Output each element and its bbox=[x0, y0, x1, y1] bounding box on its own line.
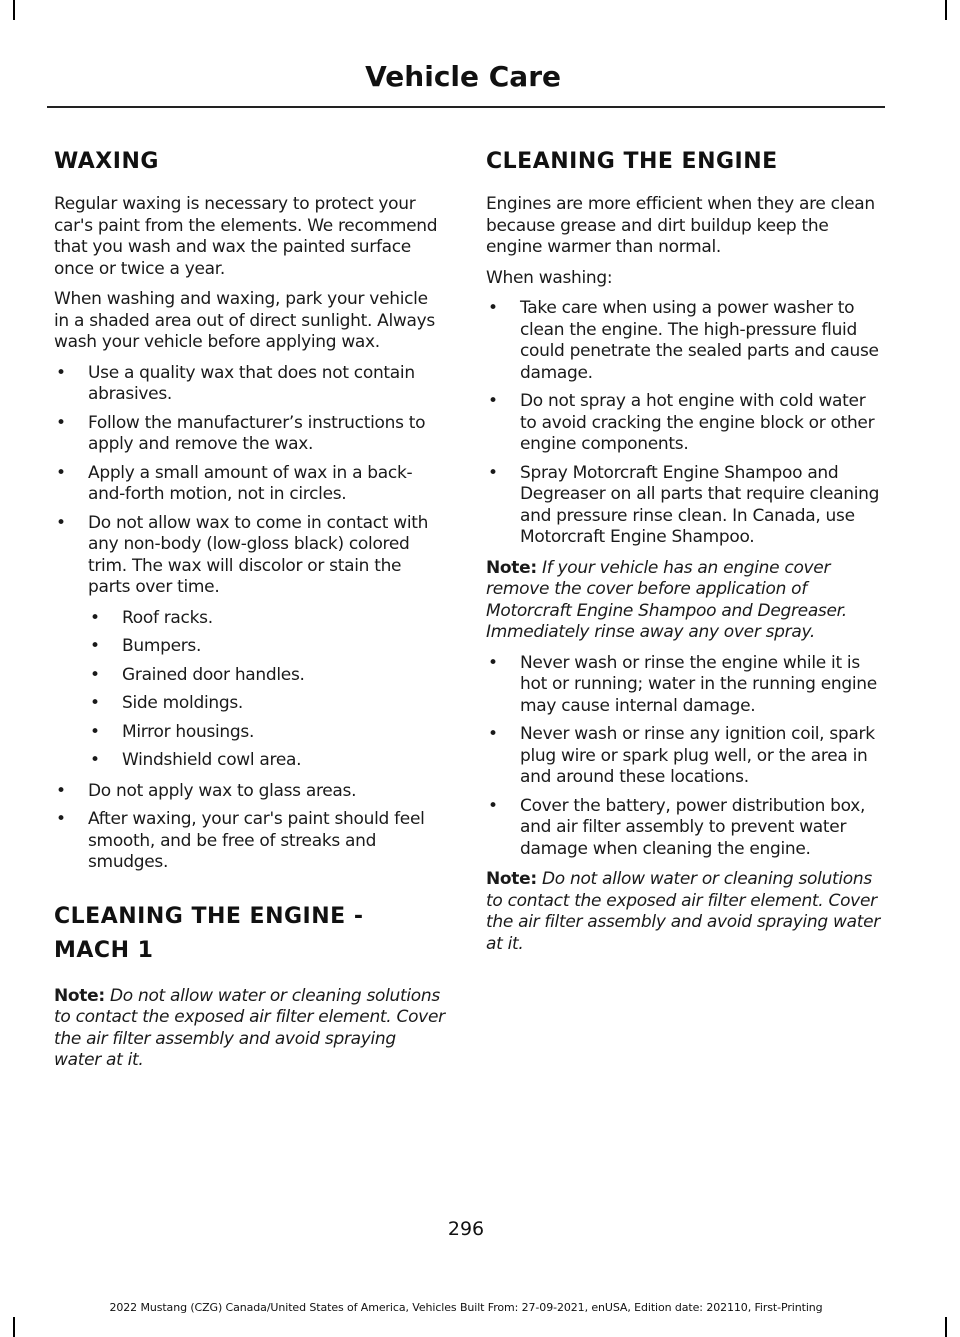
list-item-text: Apply a small amount of wax in a back-and-forth motion, not in circles. bbox=[88, 462, 413, 504]
list-item bbox=[54, 750, 447, 772]
waxing-paragraph-1: Regular waxing is necessary to protect your car's paint from the elements. We recommend that you wash and wax the painted surface once or twice a year. bbox=[54, 194, 438, 279]
list-item-text: Follow the manufacturer’s instructions to apply and remove the wax. bbox=[88, 412, 426, 454]
list-item bbox=[54, 636, 447, 658]
crop-mark-bottom-left bbox=[13, 1317, 15, 1337]
list-item-text: Roof racks. bbox=[122, 607, 213, 628]
bullet-icon: • bbox=[90, 607, 100, 628]
list-item bbox=[54, 463, 447, 506]
engine-note-1 bbox=[486, 558, 881, 644]
list-item bbox=[54, 413, 447, 456]
edition-footer: 2022 Mustang (CZG) Canada/United States of America, Vehicles Built From: 27-09-2021, enUSA, Edition date: 202110, First-Printing bbox=[109, 1301, 823, 1314]
engine-bullet-list-2 bbox=[486, 653, 881, 861]
bullet-icon: • bbox=[56, 412, 66, 433]
list-item-text: Do not allow wax to come in contact with any non-body (low-gloss black) colored trim. The wax will discolor or stain the parts over time. bbox=[88, 512, 429, 597]
bullet-icon: • bbox=[56, 362, 66, 383]
list-item bbox=[486, 796, 881, 861]
note-text: Do not allow water or cleaning solutions to contact the exposed air filter element. Cover the air filter assembly and avoid spraying water at it. bbox=[486, 869, 880, 954]
note-text: If your vehicle has an engine cover remove the cover before application of Motorcraft Engine Shampoo and Degreaser. Immediately rinse away any over spray. bbox=[486, 557, 847, 642]
list-item bbox=[54, 513, 447, 599]
list-item bbox=[54, 363, 447, 406]
bullet-icon: • bbox=[488, 462, 498, 483]
bullet-icon: • bbox=[488, 652, 498, 673]
bullet-icon: • bbox=[488, 391, 498, 411]
list-item-text: Take care when using a power washer to clean the engine. The high-pressure fluid could penetrate the sealed parts and cause damage. bbox=[520, 298, 879, 383]
list-item bbox=[54, 809, 447, 874]
list-item-text: Never wash or rinse the engine while it is hot or running; water in the running engine may cause internal damage. bbox=[520, 652, 877, 716]
list-item-text: Never wash or rinse any ignition coil, spark plug wire or spark plug well, or the area in and around these locations. bbox=[520, 724, 875, 787]
bullet-icon: • bbox=[488, 724, 498, 744]
cleaning-engine-mach1-heading: CLEANING THE ENGINE - MACH 1 bbox=[54, 903, 364, 963]
left-column bbox=[54, 130, 447, 1081]
waxing-sub-bullet-list bbox=[54, 608, 447, 772]
page-header-title: Vehicle Care bbox=[365, 60, 561, 93]
list-item bbox=[486, 463, 881, 549]
bullet-icon: • bbox=[90, 750, 100, 770]
list-item-text: Cover the battery, power distribution box, and air filter assembly to prevent water damage when cleaning the engine. bbox=[520, 795, 866, 859]
list-item-text: Spray Motorcraft Engine Shampoo and Degreaser on all parts that require cleaning and pressure rinse clean. In Canada, use Motorcraft Engine Shampoo. bbox=[520, 462, 880, 547]
list-item-text: Mirror housings. bbox=[122, 721, 255, 742]
crop-mark-bottom-right bbox=[945, 1317, 947, 1337]
engine-note-2 bbox=[486, 869, 881, 955]
list-item bbox=[54, 722, 447, 744]
bullet-icon: • bbox=[56, 512, 66, 533]
waxing-paragraph-2: When washing and waxing, park your vehicle in a shaded area out of direct sunlight. Always wash your vehicle before applying wax. bbox=[54, 289, 435, 352]
list-item-text: Windshield cowl area. bbox=[122, 750, 302, 770]
note-label: Note: bbox=[54, 985, 105, 1006]
bullet-icon: • bbox=[488, 298, 498, 318]
bullet-icon: • bbox=[90, 693, 100, 713]
header-divider bbox=[47, 106, 885, 108]
list-item bbox=[54, 665, 447, 687]
bullet-icon: • bbox=[90, 721, 100, 742]
note-label: Note: bbox=[486, 869, 537, 889]
engine-paragraph-1: Engines are more efficient when they are clean because grease and dirt buildup keep the engine warmer than normal. bbox=[486, 194, 875, 257]
waxing-heading: WAXING bbox=[54, 149, 159, 174]
engine-paragraph-2: When washing: bbox=[486, 267, 613, 288]
list-item-text: Bumpers. bbox=[122, 636, 202, 656]
waxing-bullet-list bbox=[54, 363, 447, 599]
page-number: 296 bbox=[447, 1218, 485, 1240]
bullet-icon: • bbox=[56, 462, 66, 483]
list-item-text: Grained door handles. bbox=[122, 664, 305, 685]
crop-mark-top-right bbox=[945, 0, 947, 20]
list-item-text: Do not apply wax to glass areas. bbox=[88, 780, 357, 801]
list-item-text: Side moldings. bbox=[122, 693, 243, 713]
bullet-icon: • bbox=[90, 636, 100, 656]
waxing-bullet-list-after bbox=[54, 781, 447, 874]
note-label: Note: bbox=[486, 557, 537, 578]
list-item bbox=[486, 298, 881, 384]
list-item-text: After waxing, your car's paint should feel smooth, and be free of streaks and smudges. bbox=[88, 809, 425, 872]
note-text: Do not allow water or cleaning solutions to contact the exposed air filter element. Cover the air filter assembly and avoid spraying water at it. bbox=[54, 985, 445, 1070]
list-item bbox=[486, 653, 881, 718]
bullet-icon: • bbox=[488, 795, 498, 816]
right-column bbox=[486, 130, 881, 964]
list-item bbox=[54, 608, 447, 630]
cleaning-engine-heading: CLEANING THE ENGINE bbox=[486, 149, 778, 174]
list-item-text: Do not spray a hot engine with cold water to avoid cracking the engine block or other engine components. bbox=[520, 391, 875, 454]
mach1-note bbox=[54, 986, 447, 1072]
bullet-icon: • bbox=[56, 780, 66, 801]
list-item bbox=[54, 781, 447, 803]
list-item bbox=[486, 391, 881, 456]
engine-bullet-list bbox=[486, 298, 881, 549]
list-item bbox=[486, 724, 881, 789]
bullet-icon: • bbox=[56, 809, 66, 829]
list-item bbox=[54, 693, 447, 715]
list-item-text: Use a quality wax that does not contain abrasives. bbox=[88, 362, 415, 404]
bullet-icon: • bbox=[90, 664, 100, 685]
crop-mark-top-left bbox=[13, 0, 15, 20]
